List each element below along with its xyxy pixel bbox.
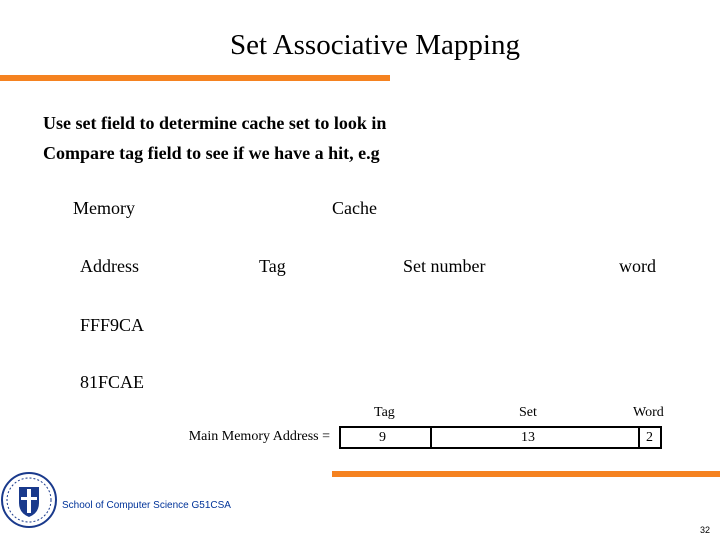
- set-field-value: 13: [521, 430, 535, 445]
- tag-field-box: [339, 426, 432, 449]
- address-column-header: Address: [80, 256, 139, 276]
- address-value-2: 81FCAE: [80, 372, 145, 392]
- set-field-box: [430, 426, 640, 449]
- bullet-line-1: Use set field to determine cache set to look in: [43, 113, 387, 133]
- page-number: 32: [699, 525, 710, 535]
- title-underline: [0, 75, 390, 81]
- footer-text: School of Computer Science G51CSA: [62, 500, 231, 511]
- address-value-1: FFF9CA: [80, 315, 145, 335]
- footer-rule: [332, 471, 720, 477]
- word-field-value: 2: [646, 430, 653, 445]
- tag-field-value: 9: [379, 430, 386, 445]
- format-label-word: Word: [633, 405, 664, 420]
- bullet-line-2: Compare tag field to see if we have a hit, e.g: [43, 143, 380, 163]
- word-field-box: [638, 426, 662, 449]
- format-label-set: Set: [519, 405, 537, 420]
- format-label-tag: Tag: [374, 405, 395, 420]
- memory-header: Memory: [73, 198, 135, 218]
- slide-title: Set Associative Mapping: [230, 29, 520, 61]
- tag-column-header: Tag: [259, 256, 286, 276]
- university-crest-logo: [0, 467, 58, 533]
- set-number-column-header: Set number: [403, 256, 486, 276]
- main-memory-address-label: Main Memory Address =: [188, 429, 330, 444]
- word-column-header: word: [619, 256, 656, 276]
- cache-header: Cache: [332, 198, 377, 218]
